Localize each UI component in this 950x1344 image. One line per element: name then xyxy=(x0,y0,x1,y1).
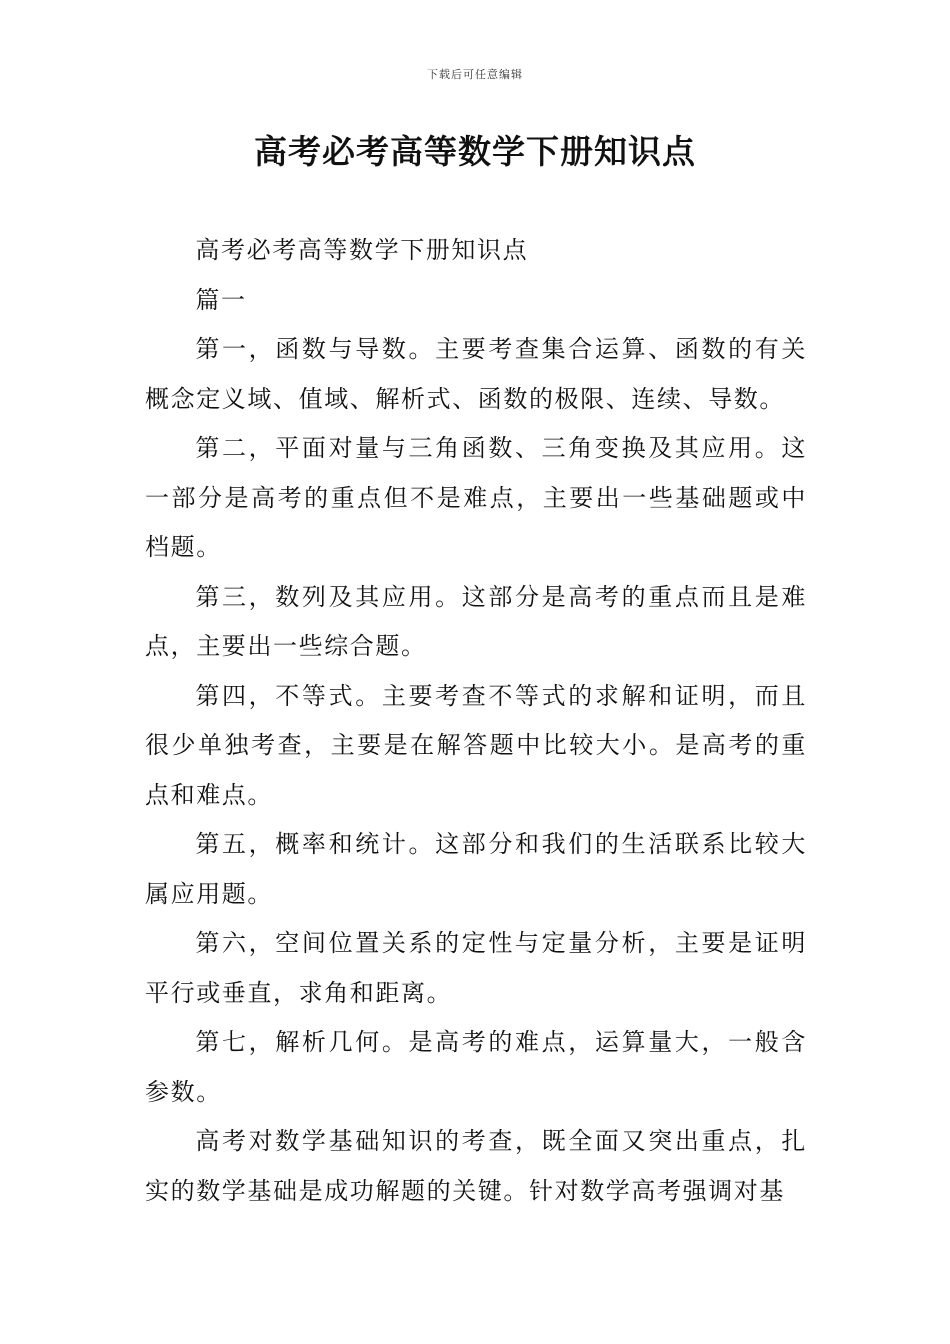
paragraph-point-4: 第四，不等式。主要考查不等式的求解和证明，而且很少单独考查，主要是在解答题中比较大小。是高考的重点和难点。 xyxy=(145,681,807,809)
header-note: 下载后可任意编辑 xyxy=(427,68,523,81)
paragraph-point-2: 第二，平面对量与三角函数、三角变换及其应用。这一部分是高考的重点但不是难点，主要出一些基础题或中档题。 xyxy=(145,434,807,561)
document-body xyxy=(145,226,807,1216)
paragraph-summary: 高考对数学基础知识的考查，既全面又突出重点，扎实的数学基础是成功解题的关键。针对数学高考强调对基 xyxy=(145,1127,807,1205)
paragraph-point-5: 第五，概率和统计。这部分和我们的生活联系比较大属应用题。 xyxy=(145,830,807,908)
paragraph-point-7: 第七，解析几何。是高考的难点，运算量大，一般含参数。 xyxy=(145,1028,807,1106)
paragraph-point-1: 第一，函数与导数。主要考查集合运算、函数的有关概念定义域、值域、解析式、函数的极限、连续、导数。 xyxy=(145,335,807,413)
document-title: 高考必考高等数学下册知识点 xyxy=(254,132,696,171)
paragraph-section-label: 篇一 xyxy=(195,285,247,314)
paragraph-point-3: 第三，数列及其应用。这部分是高考的重点而且是难点，主要出一些综合题。 xyxy=(145,582,807,660)
paragraph-point-6: 第六，空间位置关系的定性与定量分析，主要是证明平行或垂直，求角和距离。 xyxy=(145,929,807,1007)
paragraph-subtitle: 高考必考高等数学下册知识点 xyxy=(195,236,529,264)
